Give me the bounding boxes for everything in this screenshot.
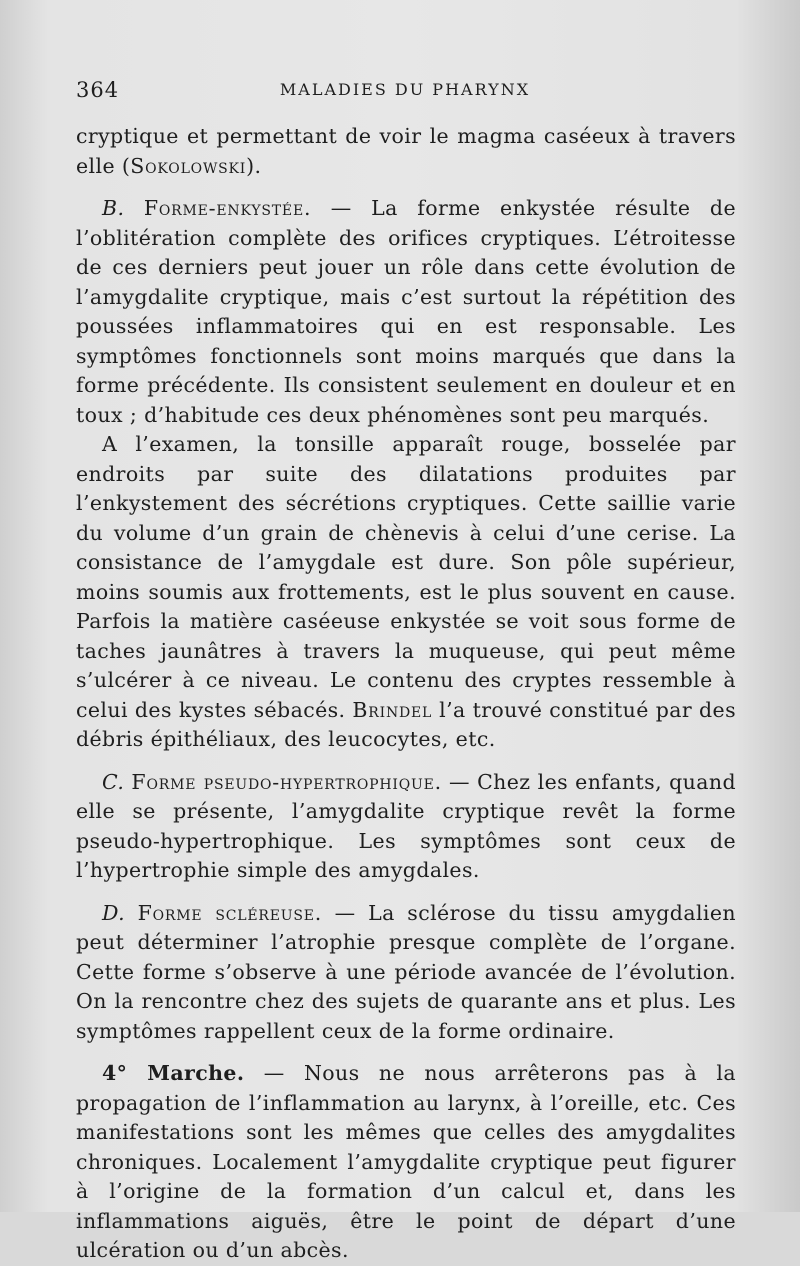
section-heading: 4° Marche. — [102, 1061, 245, 1085]
paragraph-text: — La forme enkystée résulte de l’oblitération complète des orifices cryptiques. L’étroitesse de ces derniers peut jouer un rôle dans cette évolution de l’amygdalite cryptique, mais c’est surtout la répétition des poussées inflammatoires qui en est responsable. Les symptômes fonctionnels sont moins marqués que dans la forme précédente. Ils consistent seulement en douleur et en toux ; d’habitude ces deux phénomènes sont peu marqués. — [76, 196, 736, 427]
paragraph-text: A l’examen, la tonsille apparaît rouge, bosselée par endroits par suite des dilatations produites par l’enkystement des sécrétions cryptiques. Cette saillie varie du volume d’un grain de chènevis à celui d’une cerise. La consistance de l’amygdale est dure. Son pôle supérieur, moins soumis aux frottements, est le plus souvent en cause. Parfois la matière caséeuse enkystée se voit sous forme de taches jaunâtres à travers la muqueuse, qui peut même s’ulcérer à ce niveau. Le contenu des cryptes ressemble à celui des kystes sébacés. — [76, 432, 736, 722]
paragraph-continuation — [76, 122, 736, 181]
section-letter: D. — [102, 900, 126, 925]
section-d-paragraph — [76, 899, 736, 1047]
paragraph-text: cryptique et permettant de voir le magma caséeux à travers elle ( — [76, 124, 736, 178]
examen-paragraph — [76, 430, 736, 755]
section-b-paragraph — [76, 194, 736, 430]
running-title: MALADIES DU PHARYNX — [279, 80, 531, 99]
section-heading: Forme pseudo-hypertrophique. — [131, 769, 442, 794]
section-c-paragraph — [76, 768, 736, 886]
page-number: 364 — [76, 78, 120, 102]
paragraph-text: l’a trouvé constitué par des débris épithéliaux, des leucocytes, etc. — [76, 697, 736, 751]
section-letter: C. — [102, 769, 125, 794]
paragraph-text: — La sclérose du tissu amygdalien peut déterminer l’atrophie presque complète de l’organe. Cette forme s’observe à une période avancée de l’évolution. On la rencontre chez des sujets de quarante ans et plus. Les symptômes rappellent ceux de la forme ordinaire. — [76, 900, 736, 1043]
paragraph-text: — Nous ne nous arrêterons pas à la propagation de l’inflammation au larynx, à l’oreille, etc. Ces manifestations sont les mêmes que celles des amygdalites chroniques. Localement l’amygdalite cryptique peut figurer à l’origine de la formation d’un calcul et, dans les inflammations aiguës, être le point de départ d’une ulcération ou d’un abcès. — [76, 1061, 736, 1262]
author-name: Sokolowski — [130, 153, 247, 178]
paragraph-text: — Chez les enfants, quand elle se présente, l’amygdalite cryptique revêt la forme pseudo-hypertrophique. Les symptômes sont ceux de l’hypertrophie simple des amygdales. — [76, 769, 736, 882]
section-heading: Forme-enkystée. — [143, 196, 312, 220]
body-text — [76, 122, 736, 1266]
section-heading: Forme scléreuse. — [137, 900, 323, 925]
paragraph-text: ). — [246, 153, 262, 178]
section-letter: B. — [102, 196, 125, 220]
author-name: Brindel — [352, 697, 433, 722]
page-header — [76, 78, 734, 110]
marche-paragraph — [76, 1059, 736, 1266]
